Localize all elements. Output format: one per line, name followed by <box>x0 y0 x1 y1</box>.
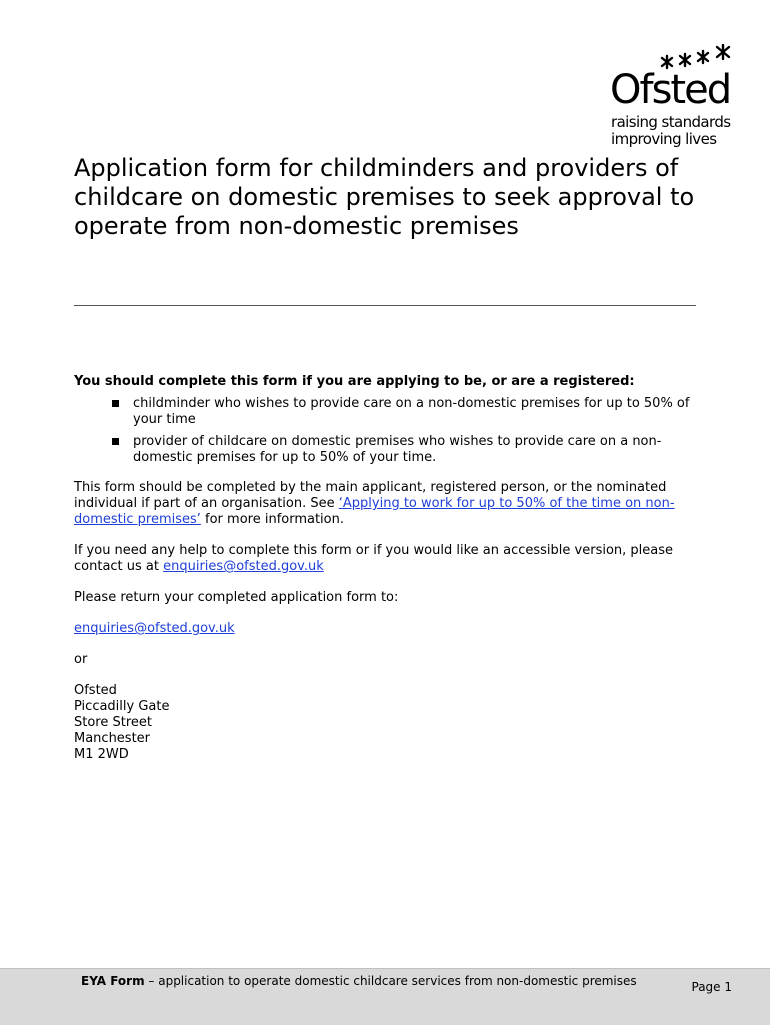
or-text: or <box>74 652 88 667</box>
page-title: Application form for childminders and providers of childcare on domestic premises to seek approval to operate from non-domestic premises <box>74 154 695 240</box>
return-instruction: Please return your completed application form to: <box>74 590 399 605</box>
form-intro-body <box>74 374 714 763</box>
return-email-paragraph <box>74 621 714 637</box>
footer-description <box>81 974 641 988</box>
page-number: Page 1 <box>691 980 732 994</box>
address-line: Piccadilly Gate <box>74 699 170 714</box>
address-line: Store Street <box>74 715 152 730</box>
return-email-link[interactable]: enquiries@ofsted.gov.uk <box>74 621 235 636</box>
ofsted-logo <box>608 44 748 152</box>
logo-tagline-line-2: improving lives <box>611 130 717 148</box>
list-item-text: provider of childcare on domestic premises who wishes to provide care on a non-domestic premises for up to 50% of your time. <box>133 434 662 465</box>
logo-wordmark: Ofsted <box>610 67 731 113</box>
address-line: M1 2WD <box>74 747 129 762</box>
logo-tagline-line-1: raising standards <box>611 113 731 131</box>
completion-text: This form should be completed by the main applicant, registered person, or the nominated individual if part of an organisation. See <box>74 480 667 511</box>
title-divider <box>74 305 696 306</box>
eligibility-list <box>74 396 714 466</box>
footer-form-description: – application to operate domestic childcare services from non-domestic premises <box>144 974 637 988</box>
completion-text-after: for more information. <box>200 512 344 527</box>
list-item <box>74 396 714 428</box>
footer-form-name: EYA Form <box>81 974 145 988</box>
square-bullet-icon <box>112 400 119 407</box>
postal-address <box>74 683 714 763</box>
page-footer <box>0 968 770 1025</box>
address-line: Ofsted <box>74 683 117 698</box>
square-bullet-icon <box>112 438 119 445</box>
address-line: Manchester <box>74 731 151 746</box>
help-email-link[interactable]: enquiries@ofsted.gov.uk <box>163 559 324 574</box>
list-item <box>74 434 714 466</box>
guidance-link[interactable]: ‘Applying to work for up to 50% of the time on non-domestic premises’ <box>74 496 675 527</box>
help-text: If you need any help to complete this form or if you would like an accessible version, please contact us at <box>74 543 674 574</box>
help-paragraph <box>74 543 714 575</box>
completion-paragraph <box>74 480 714 528</box>
logo-tagline <box>611 114 730 148</box>
intro-lead: You should complete this form if you are applying to be, or are a registered: <box>74 374 635 389</box>
list-item-text: childminder who wishes to provide care on a non-domestic premises for up to 50% of your time <box>133 396 690 427</box>
